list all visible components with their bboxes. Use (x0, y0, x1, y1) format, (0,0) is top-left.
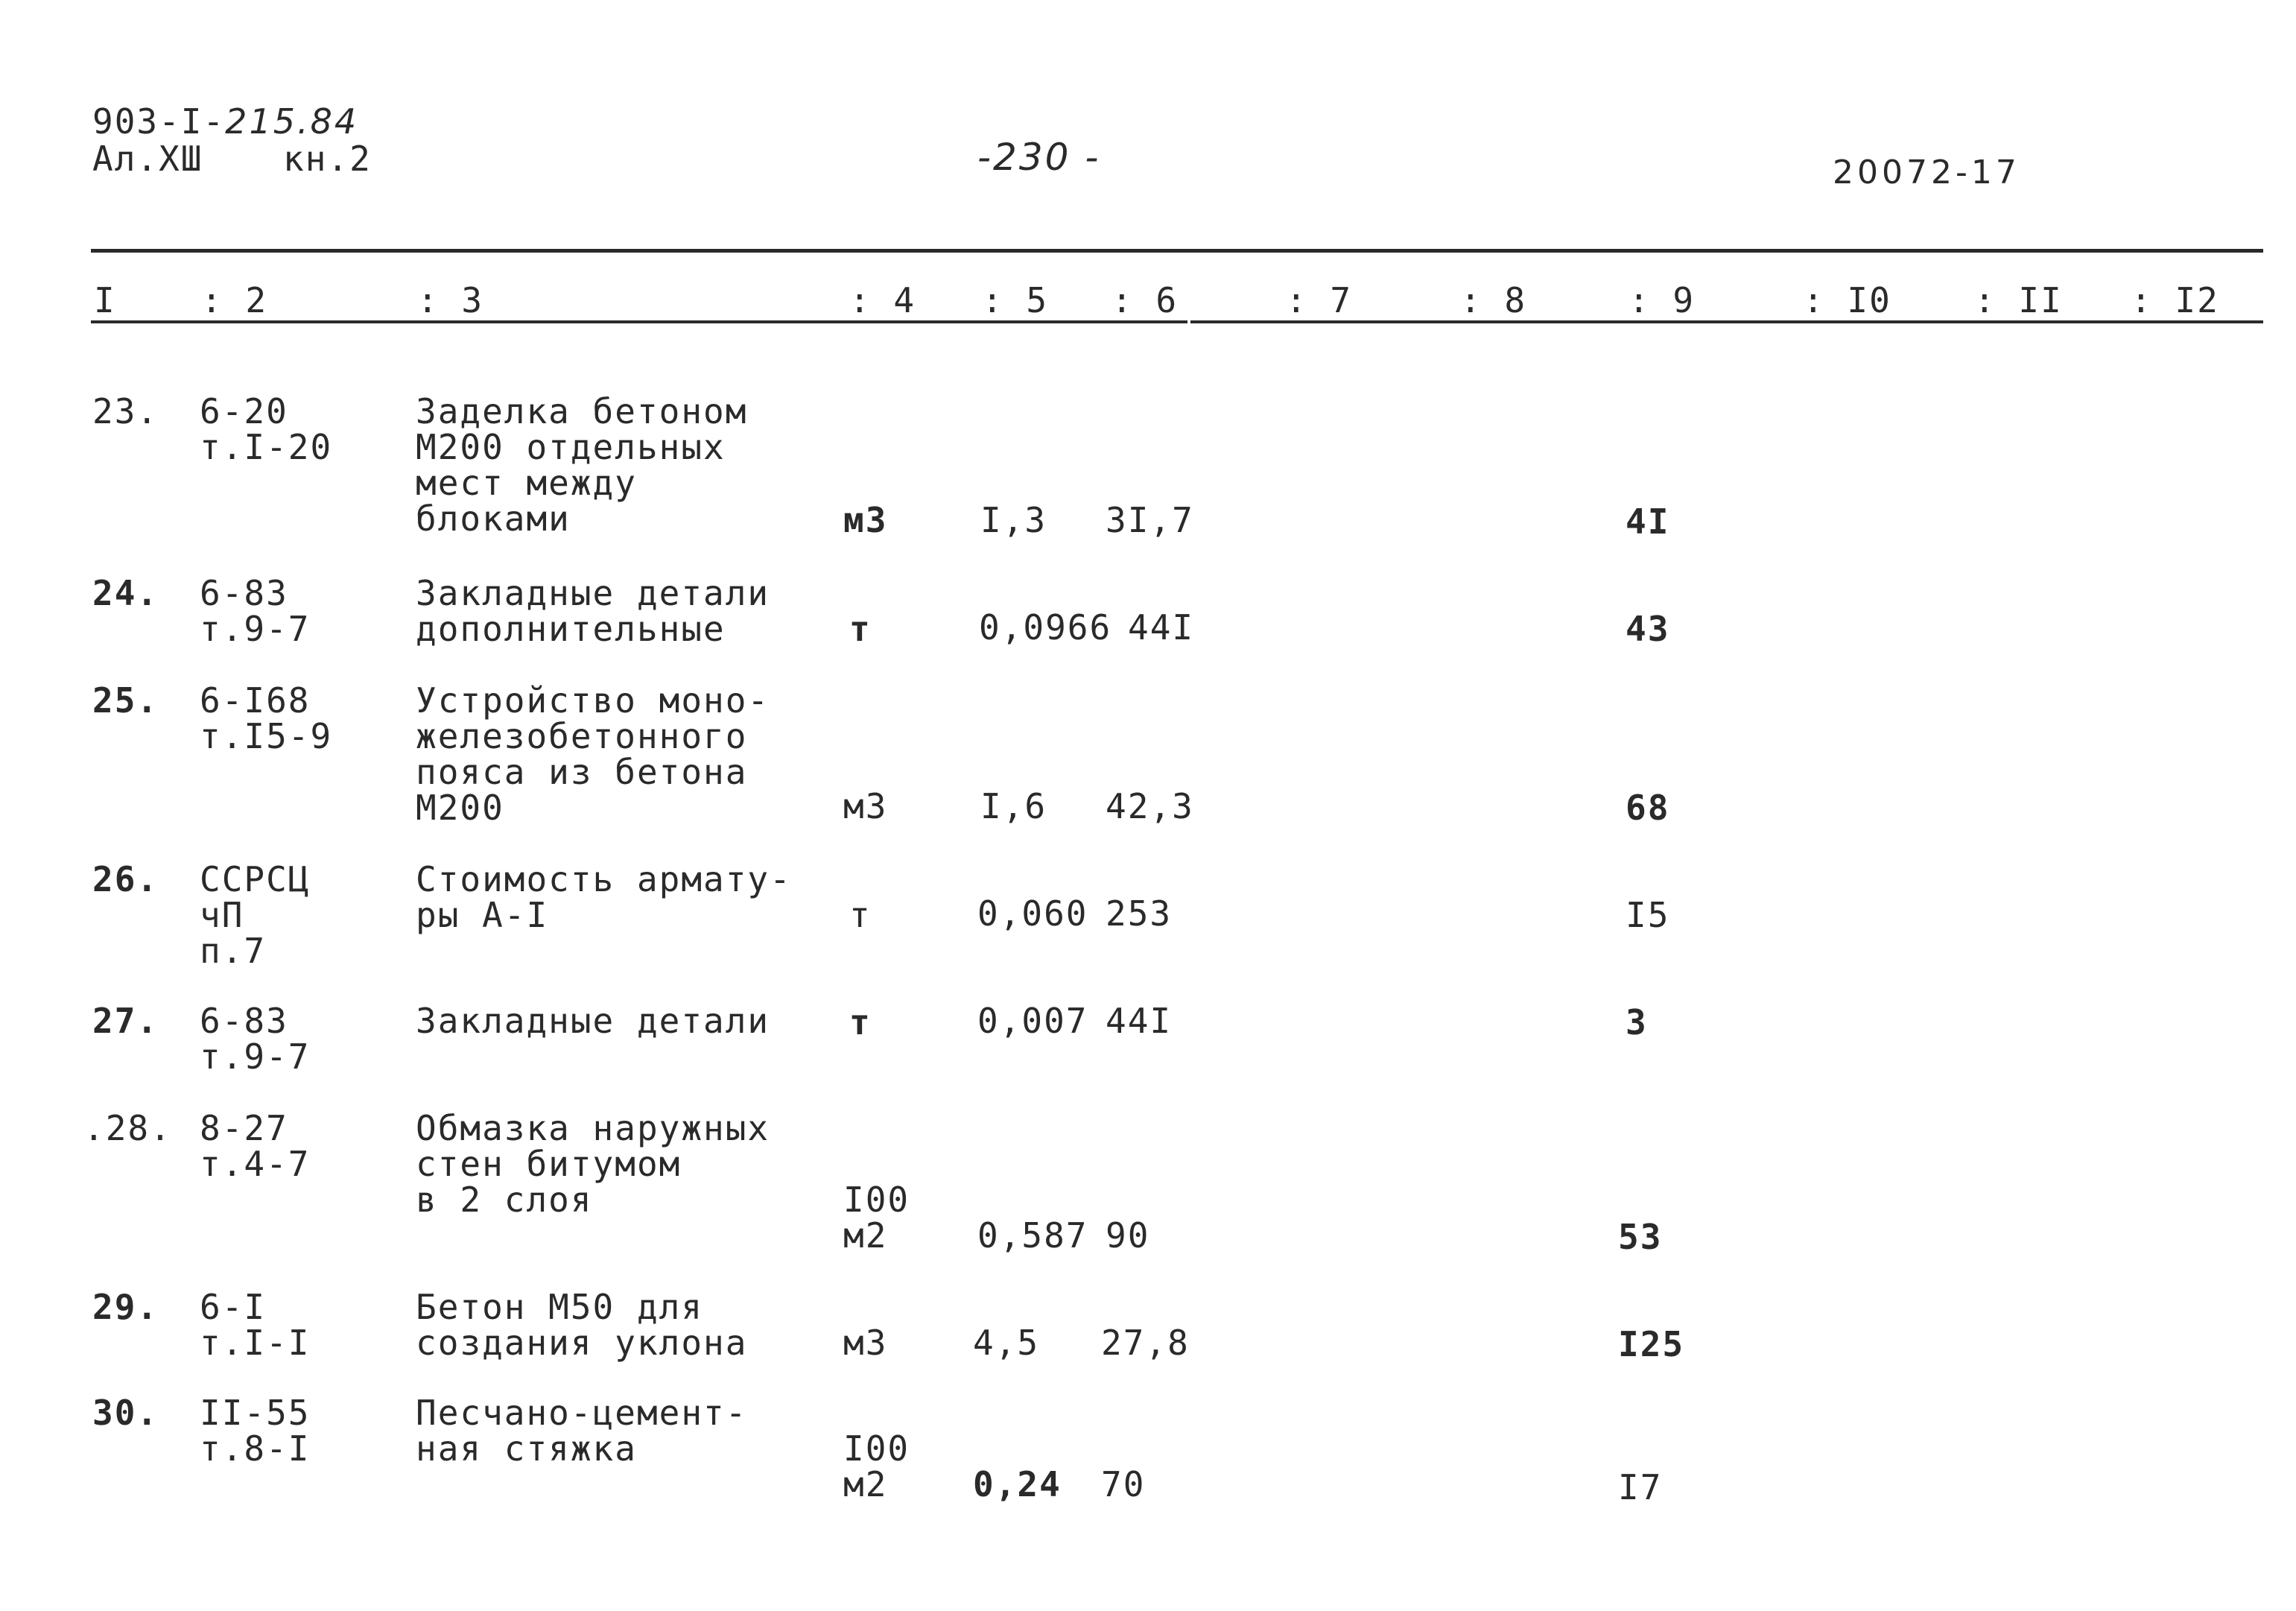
row-quantity: 0,0966 (979, 607, 1112, 648)
row-description: Устройство моно- железобетонного пояса из бетона М200 (416, 680, 770, 828)
row-number: 23. (92, 391, 159, 431)
row-description: Заделка бетоном М200 отдельных мест между блоками (416, 391, 748, 539)
row-reference: 6-20 т.I-20 (200, 391, 333, 467)
row-unit: I00 м2 (843, 1180, 910, 1256)
row-total: 3 (1626, 1002, 1648, 1042)
col-header-8: : 8 (1460, 280, 1527, 320)
row-quantity: 0,060 (977, 893, 1088, 934)
col-header-2: : 2 (201, 280, 268, 320)
row-reference: 6-I68 т.I5-9 (200, 680, 333, 756)
row-unit: т (849, 1002, 872, 1042)
row-quantity: 0,007 (977, 1001, 1088, 1041)
row-total: 53 (1618, 1217, 1663, 1257)
document-stamp: 20072-17 (1833, 153, 2020, 192)
row-unit-price: 44I (1106, 1001, 1173, 1041)
row-reference: ССРСЦ чП п.7 (200, 859, 311, 971)
row-number: 24. (92, 573, 159, 613)
row-unit: м3 (843, 500, 888, 540)
row-unit-price: 90 (1106, 1215, 1150, 1256)
top-rule (91, 249, 2263, 253)
row-description: Обмазка наружных стен битумом в 2 слоя (416, 1108, 770, 1220)
page-number: -230 - (977, 136, 1101, 179)
col-header-4: : 4 (849, 280, 916, 320)
row-unit-price: 27,8 (1101, 1323, 1190, 1363)
col-header-7: : 7 (1286, 280, 1353, 320)
row-total: 68 (1626, 788, 1670, 828)
row-unit: м3 (843, 1323, 888, 1363)
col-header-9: : 9 (1629, 280, 1696, 320)
col-header-12: : I2 (2131, 280, 2219, 320)
row-number: .28. (83, 1108, 172, 1148)
album-label: Ал.ХШ (92, 139, 203, 179)
header-underline-right (1190, 320, 2263, 323)
row-reference: 8-27 т.4-7 (200, 1108, 311, 1184)
row-number: 26. (92, 859, 159, 899)
row-description: Закладные детали (416, 1001, 770, 1041)
row-quantity: 0,587 (977, 1215, 1088, 1256)
row-description: Бетон М50 для создания уклона (416, 1287, 748, 1363)
row-total: 4I (1626, 501, 1670, 542)
row-description: Песчано-цемент- ная стяжка (416, 1393, 748, 1469)
book-label: кн.2 (283, 139, 372, 179)
row-unit-price: 44I (1128, 607, 1195, 648)
row-unit-price: 253 (1106, 893, 1173, 934)
col-header-5: : 5 (982, 280, 1049, 320)
doc-code-prefix: 903-I- (92, 101, 226, 142)
row-unit-price: 42,3 (1106, 786, 1194, 826)
row-total: I7 (1618, 1467, 1663, 1507)
col-header-3: : 3 (417, 280, 484, 320)
row-reference: 6-I т.I-I (200, 1287, 311, 1363)
row-number: 30. (92, 1393, 159, 1433)
row-reference: 6-83 т.9-7 (200, 1001, 311, 1077)
row-number: 27. (92, 1001, 159, 1041)
row-description: Стоимость армату- ры А-I (416, 859, 792, 935)
col-header-10: : I0 (1803, 280, 1891, 320)
doc-code-handwritten: 215.84 (225, 101, 359, 142)
row-unit-price: 70 (1101, 1464, 1146, 1504)
row-total: I5 (1626, 895, 1670, 935)
doc-code (92, 101, 359, 142)
row-unit-price: 3I,7 (1106, 500, 1194, 540)
row-quantity: 0,24 (973, 1464, 1062, 1504)
row-unit: т (849, 609, 872, 649)
row-quantity: 4,5 (973, 1323, 1040, 1363)
row-quantity: I,6 (980, 786, 1047, 826)
row-total: I25 (1618, 1324, 1685, 1364)
row-number: 25. (92, 680, 159, 721)
col-header-11: : II (1974, 280, 2063, 320)
row-unit: I00 м2 (843, 1428, 910, 1504)
col-header-6: : 6 (1111, 280, 1179, 320)
row-reference: II-55 т.8-I (200, 1393, 311, 1469)
row-description: Закладные детали дополнительные (416, 573, 770, 649)
row-reference: 6-83 т.9-7 (200, 573, 311, 649)
row-quantity: I,3 (980, 500, 1047, 540)
row-number: 29. (92, 1287, 159, 1327)
col-header-1: I (94, 280, 116, 320)
row-total: 43 (1626, 609, 1670, 649)
row-unit: м3 (843, 786, 888, 826)
header-underline-left (91, 320, 1187, 323)
row-unit: т (849, 895, 872, 935)
